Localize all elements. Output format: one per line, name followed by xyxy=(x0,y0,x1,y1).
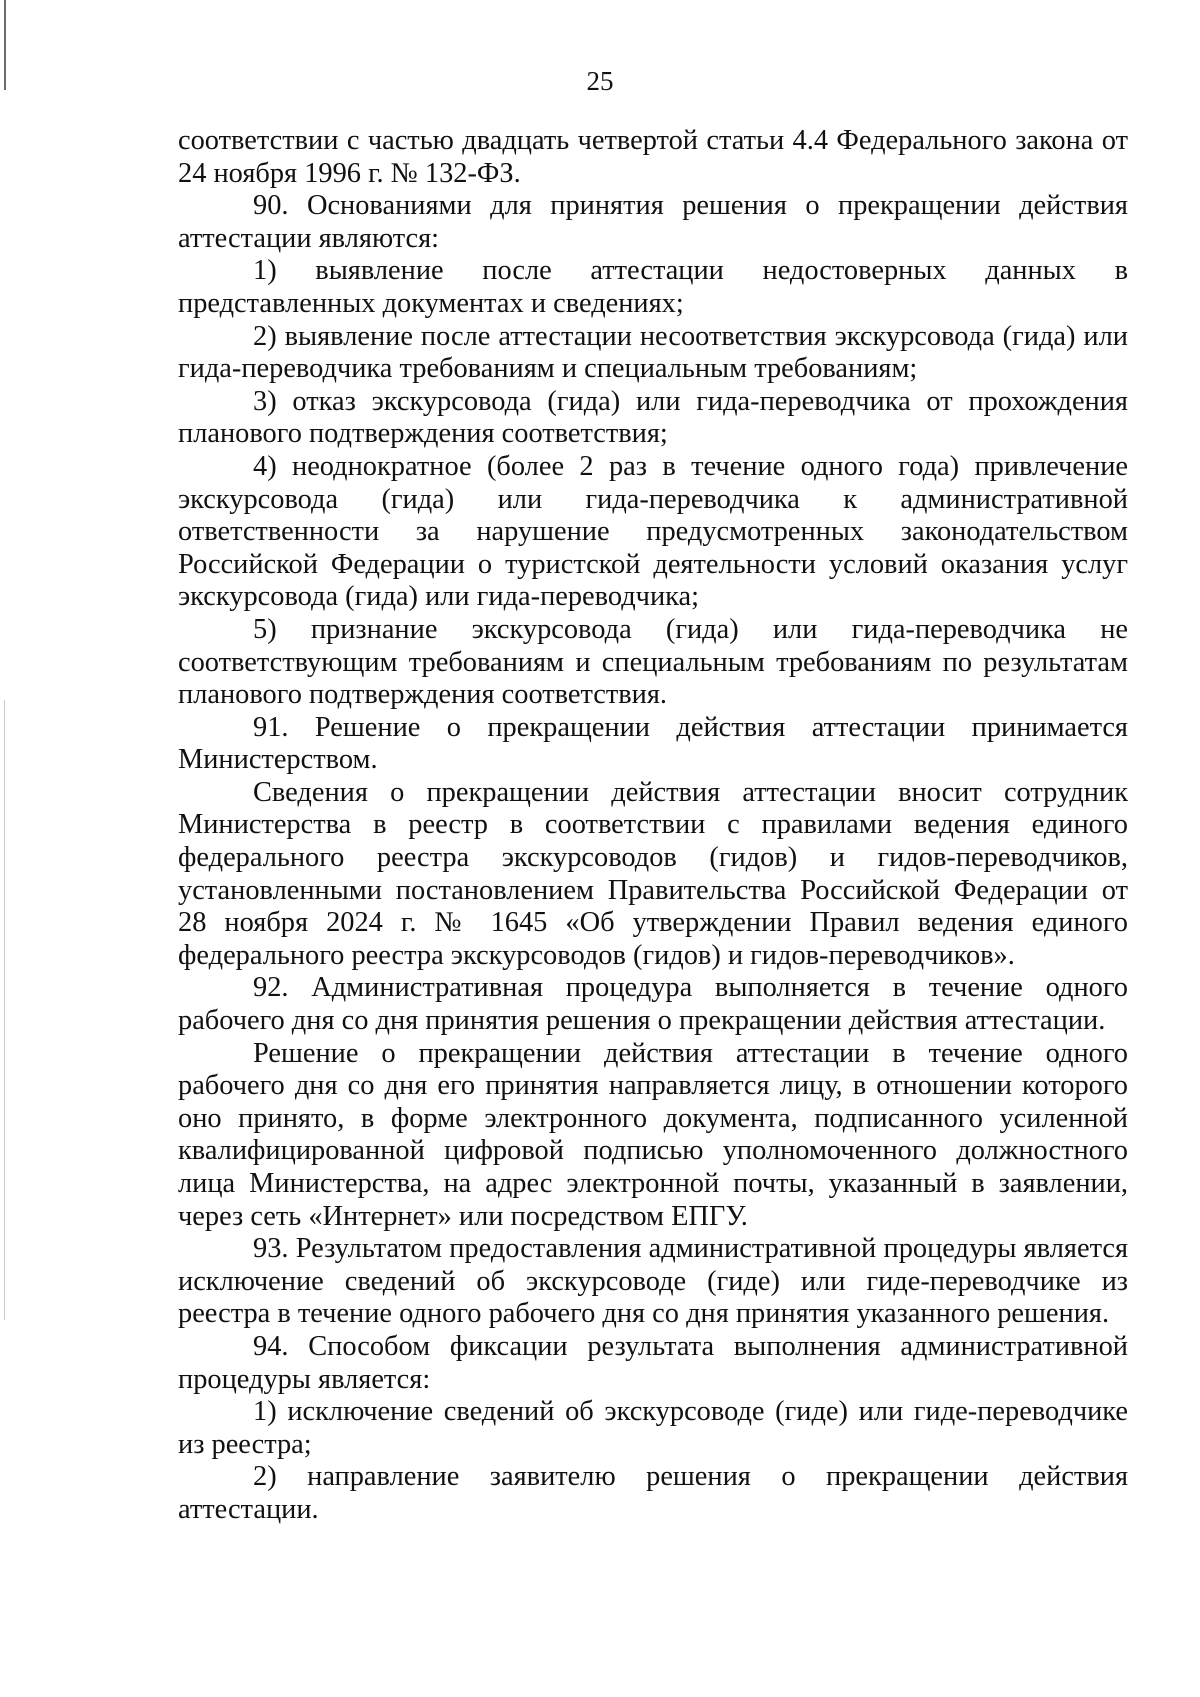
paragraph: 94. Способом фиксации результата выполнения административной процедуры является: xyxy=(178,1330,1128,1395)
document-body xyxy=(178,125,1128,1527)
list-item: 2) направление заявителю решения о прекращении действия аттестации. xyxy=(178,1461,1128,1525)
page-number: 25 xyxy=(586,66,614,96)
paragraph: 91. Решение о прекращении действия аттестации принимается Министерством. xyxy=(178,711,1128,776)
paragraph: соответствии с частью двадцать четвертой статьи 4.4 Федерального закона от 24 ноября 1996 г. № 132-ФЗ. xyxy=(178,125,1128,189)
list-item: 2) выявление после аттестации несоответствия экскурсовода (гида) или гида-переводчика требованиям и специальным требованиям; xyxy=(178,320,1128,385)
list-item: 5) признание экскурсовода (гида) или гида-переводчика не соответствующим требованиям и специальным требованиям по результатам планового подтверждения соответствия. xyxy=(178,613,1128,711)
paragraph: 92. Административная процедура выполняется в течение одного рабочего дня со дня принятия решения о прекращении действия аттестации. xyxy=(178,972,1128,1037)
scan-edge-mark xyxy=(4,700,5,1320)
list-item: 3) отказ экскурсовода (гида) или гида-переводчика от прохождения планового подтверждения соответствия; xyxy=(178,385,1128,450)
list-item: 4) неоднократное (более 2 раз в течение одного года) привлечение экскурсовода (гида) или гида-переводчика к административной ответственности за нарушение предусмотренных законодательством Российской Федерации о туристской деятельности условий оказания услуг экскурсовода (гида) или гида-переводчика; xyxy=(178,450,1128,613)
list-item: 1) исключение сведений об экскурсоводе (гиде) или гиде-переводчике из реестра; xyxy=(178,1396,1128,1460)
list-item: 1) выявление после аттестации недостоверных данных в представленных документах и сведениях; xyxy=(178,255,1128,319)
paragraph: Сведения о прекращении действия аттестации вносит сотрудник Министерства в реестр в соответствии с правилами ведения единого федерального реестра экскурсоводов (гидов) и гидов-переводчиков, установленными постановлением Правительства Российской Федерации от 28 ноября 2024 г. № 1645 «Об утверждении Правил ведения единого федерального реестра экскурсоводов (гидов) и гидов-переводчиков». xyxy=(178,776,1128,971)
paragraph: Решение о прекращении действия аттестации в течение одного рабочего дня со дня его принятия направляется лицу, в отношении которого оно принято, в форме электронного документа, подписанного усиленной квалифицированной цифровой подписью уполномоченного должностного лица Министерства, на адрес электронной почты, указанный в заявлении, через сеть «Интернет» или посредством ЕПГУ. xyxy=(178,1037,1128,1232)
paragraph: 90. Основаниями для принятия решения о прекращении действия аттестации являются: xyxy=(178,190,1128,254)
paragraph: 93. Результатом предоставления административной процедуры является исключение сведений об экскурсоводе (гиде) или гиде-переводчике из реестра в течение одного рабочего дня со дня принятия указанного решения. xyxy=(178,1233,1128,1330)
